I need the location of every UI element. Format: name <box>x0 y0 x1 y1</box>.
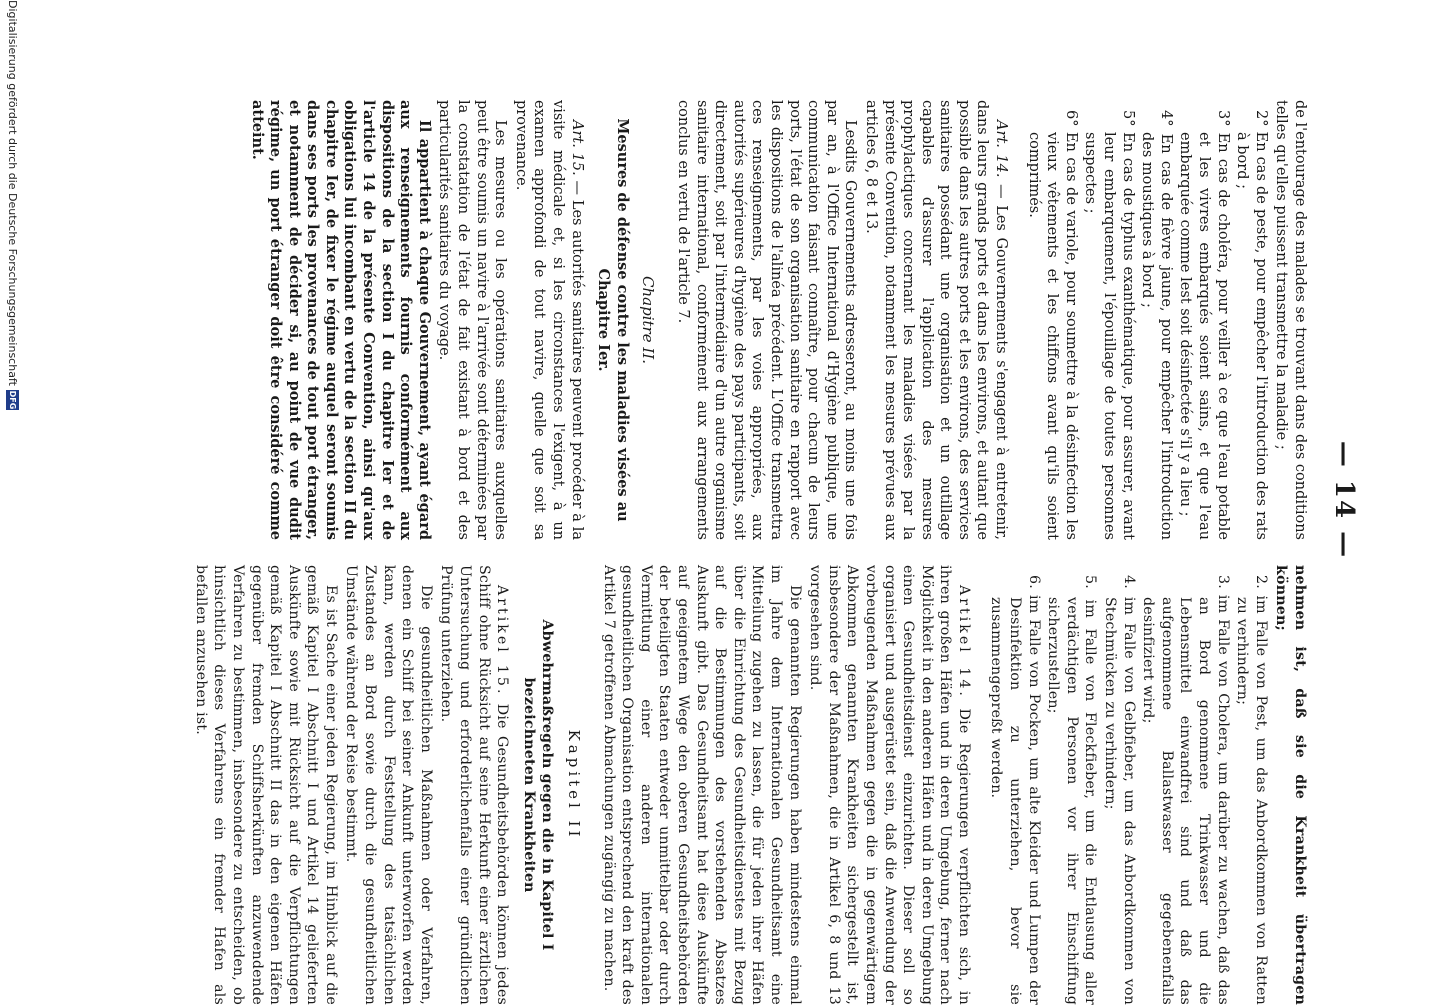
de-list-item: 3. im Falle von Cholera, um darüber zu wachen, daß das an Bord genommene Trinkwasser und die Lebensmittel einwandfrei sind und daß das aufgenommene Ballastwasser gegebenenfalls desinfiziert wird; <box>1140 575 1231 1005</box>
fr-article-15-text: — Les autorités sanitaires peuvent procéder à la visite médicale et, si les circonstances l'exigent, à un examen approfondi de tout navire, quelle que soit sa provenance. <box>512 100 585 540</box>
fr-article-14-para2: Lesdits Gouvernements adresseront, au moins une fois par an, à l'Office International d'Hygiène publique, une communication faisant connaître, pour chacun de leurs ports, l'état de son organisation sanitaire en rapport avec les dispositions de l'alinéa précédent. L'Office transmettra ces renseignements, par les voies appropriées, aux autorités supérieures d'hygiène des pays participants, soit directement, soit par l'intermédiaire d'un autre organisme sanitaire international, conformément aux arrangements conclus en vertu de l'article 7. <box>675 100 859 540</box>
de-article-14 <box>806 565 973 1005</box>
fr-article-15 <box>511 100 585 540</box>
de-list-item: 4. im Falle von Gelbfieber, um das Anbordkommen von Stechmücken zu verhindern; <box>1102 575 1137 1005</box>
fr-chapter-title: Chapitre II. <box>639 276 658 364</box>
fr-article-14-text: — Les Gouvernements s'engagent à entretenir, dans leurs grands ports et dans les environs, et autant que possible dans les autres ports et les environs, des services sanitaires possédant une organisation et un outillage capables d'assurer l'application des mesures prophylactiques concernant les maladies visées par la présente Convention, notamment les mesures prévues aux articles 6, 8 et 13. <box>862 100 1010 540</box>
fr-list-item: 4° En cas de fièvre jaune, pour empêcher l'introduction des moustiques à bord ; <box>1139 110 1174 540</box>
dfg-footer-text: Digitalisierung gefördert durch die Deutsche Forschungsgemeinschaft <box>6 0 20 386</box>
fr-chapter-heading: Mesures de défense contre les maladies visées au Chapitre Ier. <box>595 118 631 522</box>
fr-article-14-label: Art. 14. <box>993 120 1010 178</box>
de-article-15-para3: Es ist Sache einer jeden Regierung, im Hinblick auf die gemäß Kapitel I Abschnitt I und Artikel 14 gelieferten Auskünfte sowie mit Rücksicht auf die Verpflichtungen gemäß Kapitel I Abschnitt II das in den eigenen Häfen gegenüber fremden Schiffsherkünften anzuwendende Verfahren zu bestimmen, insbesondere zu entscheiden, ob hinsichtlich dieses Verfahrens ein fremder Hafen als befallen anzusehen ist. <box>192 565 339 1005</box>
de-list-item: 2. im Falle von Pest, um das Anbordkommen von Ratten zu verhindern; <box>1234 575 1269 1005</box>
de-article-14-label: Artikel 14. <box>955 585 972 699</box>
fr-article-15-label: Art. 15. <box>568 120 585 176</box>
fr-list-item: 5° En cas de typhus exanthématique, pour assurer, avant leur embarquement, l'épouillage de toutes personnes suspectes ; <box>1082 110 1136 540</box>
de-article-14-para2: Die genannten Regierungen haben mindestens einmal im Jahre dem Internationalen Gesundheitsamt eine Mitteilung zugehen zu lassen, die für jeden ihrer Häfen über die Einrichtung des Gesundheitsdienstes mit Bezug auf die Bestimmungen des vorstehenden Absatzes Auskunft gibt. Das Gesundheitsamt hat diese Auskünfte auf geeignetem Wege den oberen Gesundheitsbehörden der beteiligten Staaten entweder unmittelbar oder durch Vermittlung einer anderen internationalen gesundheitlichen Organisation entsprechend den kraft des Artikel 7 getroffenen Abmachungen zugängig zu machen. <box>600 565 803 1005</box>
fr-article-14 <box>861 100 1010 540</box>
de-article-15-text: Die Gesundheitsbehörden können jedes Schiff ohne Rücksicht auf seine Herkunft einer ärztlichen Untersuchung und erforderlichenfalls einer gründlichen Prüfung unterziehen. <box>438 565 511 1005</box>
de-article-15-label: Artikel 15. <box>494 585 511 697</box>
fr-article-15-para2: Les mesures ou les opérations sanitaires auxquelles peut être soumis un navire à l'arrivée sont déterminées par la constatation de l'état de fait existant à bord et des particularités sanitaires du voyage. <box>436 100 509 540</box>
de-list-item: 5. im Falle von Fleckfieber, um die Entlausung aller verdächtigen Personen vor ihrer Einschiffung sicherzustellen; <box>1045 575 1099 1005</box>
de-article-15 <box>437 565 511 1005</box>
french-column <box>245 100 1309 540</box>
fr-list-item: 2° En cas de peste, pour empêcher l'introduction des rats à bord ; <box>1234 110 1269 540</box>
de-list-item: 6. im Falle von Pocken, um alte Kleider und Lumpen der Desinfektion zu unterziehen, bevor sie zusammengepreßt werden. <box>988 575 1042 1005</box>
de-chapter-heading: Abwehrmaßregeln gegen die in Kapitel I bezeichneten Krankheiten <box>520 619 556 951</box>
de-list-item: nehmen ist, daß sie die Krankheit übertragen können; <box>1273 565 1308 1005</box>
digitization-footer <box>0 0 26 1000</box>
fr-list-item: 3° En cas de choléra, pour veiller à ce que l'eau potable et les vivres embarqués soient sains, et que l'eau embarquée comme lest soit désinfectée s'il y a lieu ; <box>1177 110 1231 540</box>
de-article-15-para2: Die gesundheitlichen Maßnahmen oder Verfahren, denen ein Schiff bei seiner Ankunft unterworfen werden kann, werden durch Feststellung des tatsächlichen Zustandes an Bord sowie durch die gesundheitlichen Umstände während der Reise bestimmt. <box>343 565 434 1005</box>
dfg-logo: DFG <box>8 390 18 410</box>
fr-article-15-para3: Il appartient à chaque Gouvernement, ayant égard aux renseignements fournis conformément aux dispositions de la section I du chapitre Ier et de l'article 14 de la présente Convention, ainsi qu'aux obligations lui incombant en vertu de la section II du chapitre Ier, de fixer le régime auquel seront soumis dans ses ports les provenances de tout port étranger, et notamment de décider si, au point de vue dudit régime, un port étranger doit être considéré comme atteint. <box>248 100 433 540</box>
de-chapter-title: Kapitel II <box>565 729 584 841</box>
fr-list-item: 6° En cas de variole, pour soumettre à la désinfection les vieux vêtements et les chiffons avant qu'ils soient comprimés. <box>1025 110 1079 540</box>
fr-list-item: de l'entourage des malades se trouvant dans des conditions telles qu'elles puissent transmettre la maladie ; <box>1273 100 1308 540</box>
page-number: — 14 — <box>1329 440 1359 560</box>
de-article-14-text: Die Regierungen verpflichten sich, in ihren großen Häfen und in deren Umgebung, ferner nach Möglichkeit in den anderen Häfen und in deren Umgebung einen Gesundheitsdienst einzurichten. Dieser soll so organisiert und ausgerüstet sein, daß die Anwendung der vorbeugenden Maßnahmen gegen die in gegenwärtigem Abkommen genannten Krankheiten sichergestellt ist, insbesondere der Maßnahmen, die in Artikel 6, 8 und 13 vorgesehen sind. <box>807 565 972 1005</box>
german-column <box>189 565 1309 1005</box>
